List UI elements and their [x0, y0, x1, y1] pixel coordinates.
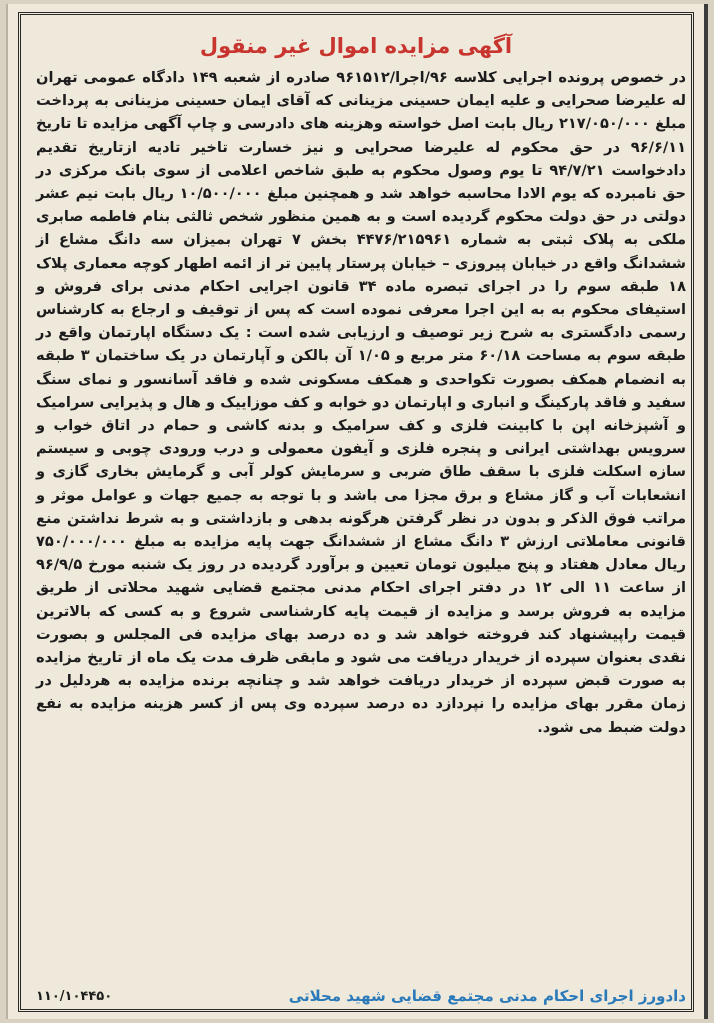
- notice-code: ۱۱۰/۱۰۴۴۵۰: [36, 988, 113, 1004]
- notice-title: آگهی مزایده اموال غیر منقول: [199, 34, 513, 58]
- notice-body: در خصوص پرونده اجرایی کلاسه ۹۶/اجرا/۹۶۱۵۱۲ صادره از شعبه ۱۴۹ دادگاه عمومی تهران له علیرضا صحرایی و علیه ایمان حسینی مزینانی که آقای ایمان حسینی مزینانی به پرداخت مبلغ ۲۱۷/۰۵۰/۰۰۰ ریال بابت اصل خواسته وهزینه های دادرسی و چاپ آگهی مزایده تا تاریخ ۹۶/۶/۱۱ در حق محکوم له علیرضا صحرایی و نیز خسارت تاخیر تادیه ازتاریخ تقدیم دادخواست ۹۴/۷/۲۱ تا یوم وصول محکوم به طبق شاخص اعلامی از سوی بانک مرکزی در حق نامبرده که یوم الادا محاسبه خواهد شد و همچنین مبلغ ۱۰/۵۰۰/۰۰۰ ریال بابت نیم عشر دولتی در حق دولت محکوم گردیده است و به همین منظور شخص ثالثی بنام فاطمه صابری ملکی به پلاک ثبتی به شماره ۴۴۷۶/۲۱۵۹۶۱ بخش ۷ تهران بمیزان سه دانگ مشاع از ششدانگ واقع در خیابان پیروزی – خیابان پرستار پایین تر از ائمه اطهار کوچه معماری پلاک ۱۸ طبقه سوم را در اجرای تبصره ماده ۳۴ قانون اجرایی احکام مدنی برای فروش و استیفای محکوم به به این اجرا معرفی نموده است که پس از توقیف و ارجاع به کارشناس رسمی دادگستری به شرح زیر توصیف و ارزیابی شده است : یک دستگاه اپارتمان واقع در طبقه سوم به مساحت ۶۰/۱۸ متر مربع و ۱/۰۵ آن بالکن و آپارتمان در یک ساختمان ۳ طبقه به انضمام همکف بصورت تکواحدی و همکف مسکونی شده و فاقد آسانسور و نمای سنگ سفید و فاقد پارکینگ و انباری و اپارتمان دو خوابه و کف موزاییک و هال و پذیرایی سرامیک و آشپزخانه اپن با کابینت فلزی و کف سرامیک و بدنه کاشی و حمام در اتاق خواب و سرویس بهداشتی ایرانی و پنجره فلزی و آیفون معمولی و درب ورودی چوبی و سیستم سازه اسکلت فلزی با سقف طاق ضربی و سرمایش کولر آبی و گرمایش بخاری گازی و انشعابات آب و گاز مشاع و برق مجزا می باشد و با توجه به جمیع جهات و عوامل موثر و مراتب فوق الذکر و بدون در نظر گرفتن هرگونه بدهی و بازداشتی و به شرط نداشتن منع قانونی معاملاتی ارزش ۳ دانگ مشاع از ششدانگ جهت پایه مزایده به مبلغ ۷۵۰/۰۰۰/۰۰۰ ریال معادل هفتاد و پنج میلیون تومان تعیین و برآورد گردیده در روز یک شنبه مورخ ۹۶/۹/۵ از ساعت ۱۱ الی ۱۲ در دفتر اجرای احکام مدنی مجتمع قضایی شهید محلاتی از طریق مزایده به فروش برسد و مزایده از قیمت پایه کارشناسی شروع و به کسی که بالاترین قیمت راپیشنهاد کند فروخته خواهد شد و ده درصد بهای مزایده فی المجلس و بصورت نقدی بعنوان سپرده از خریدار دریافت می شود و مابقی ظرف مدت یک ماه از تاریخ مزایده به صورت قبض سپرده از خریدار دریافت خواهد شد و چنانچه برنده مزایده به هردلیل در زمان مقرر بهای مزایده را نپردازد ده درصد سپرده وی پس از کسر هزینه مزایده به نفع دولت ضبط می شود.: [36, 69, 687, 736]
- notice-footer: [36, 982, 686, 1010]
- notice-signature: دادورز اجرای احکام مدنی مجتمع قضایی شهید محلاتی: [288, 987, 686, 1005]
- newspaper-clipping: [6, 4, 708, 1019]
